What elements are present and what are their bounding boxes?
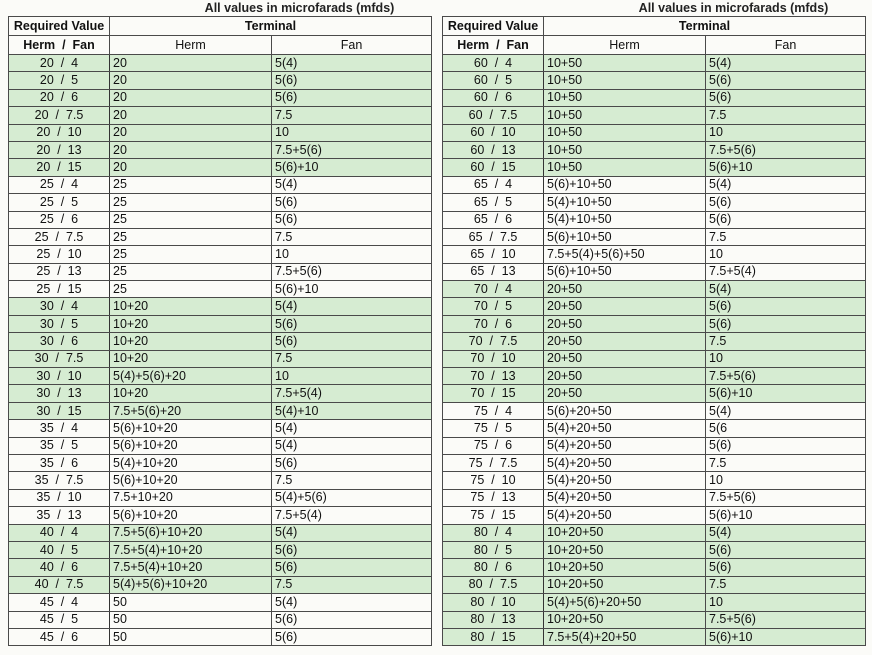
table-row [9, 472, 432, 489]
required-value-cell: 30 / 5 [9, 315, 110, 332]
herm-cell: 10+50 [544, 72, 706, 89]
required-value-cell: 35 / 4 [9, 420, 110, 437]
required-value-cell: 80 / 10 [443, 594, 544, 611]
required-value-cell: 60 / 15 [443, 159, 544, 176]
required-value-cell: 60 / 10 [443, 124, 544, 141]
herm-cell: 10+20+50 [544, 559, 706, 576]
required-value-cell: 60 / 6 [443, 89, 544, 106]
herm-cell: 10+20 [110, 333, 272, 350]
herm-cell: 7.5+5(4)+20+50 [544, 628, 706, 645]
herm-cell: 5(6)+20+50 [544, 402, 706, 419]
table-row [9, 524, 432, 541]
fan-header: Fan [272, 36, 432, 55]
table-row [9, 420, 432, 437]
required-value-cell: 75 / 13 [443, 489, 544, 506]
herm-cell: 10+50 [544, 89, 706, 106]
required-value-cell: 20 / 6 [9, 89, 110, 106]
required-value-cell: 20 / 15 [9, 159, 110, 176]
herm-cell: 5(6)+10+50 [544, 176, 706, 193]
fan-cell: 5(4) [272, 437, 432, 454]
herm-cell: 10+20+50 [544, 541, 706, 558]
required-value-cell: 40 / 5 [9, 541, 110, 558]
required-value-cell: 20 / 5 [9, 72, 110, 89]
table-row [443, 194, 866, 211]
required-value-cell: 80 / 15 [443, 628, 544, 645]
herm-cell: 25 [110, 211, 272, 228]
table-row [9, 315, 432, 332]
capacitor-table-left [8, 16, 432, 646]
fan-cell: 7.5+5(4) [272, 507, 432, 524]
required-value-cell: 65 / 7.5 [443, 228, 544, 245]
fan-cell: 7.5+5(4) [706, 263, 866, 280]
fan-cell: 10 [272, 246, 432, 263]
table-row [9, 107, 432, 124]
table-row [9, 576, 432, 593]
herm-cell: 10+20 [110, 350, 272, 367]
herm-cell: 10+20+50 [544, 576, 706, 593]
herm-cell: 7.5+5(4)+5(6)+50 [544, 246, 706, 263]
fan-cell: 5(6) [272, 72, 432, 89]
fan-cell: 7.5+5(6) [706, 141, 866, 158]
herm-cell: 20+50 [544, 368, 706, 385]
required-value-cell: 70 / 4 [443, 281, 544, 298]
table-row [443, 246, 866, 263]
required-value-cell: 65 / 5 [443, 194, 544, 211]
fan-cell: 10 [706, 472, 866, 489]
required-value-cell: 40 / 6 [9, 559, 110, 576]
right-panel [442, 0, 865, 646]
herm-cell: 20+50 [544, 385, 706, 402]
table-body-right [443, 55, 866, 646]
fan-cell: 7.5 [272, 228, 432, 245]
fan-cell: 5(6) [272, 194, 432, 211]
herm-cell: 20+50 [544, 350, 706, 367]
table-row [9, 89, 432, 106]
fan-cell: 5(4)+5(6) [272, 489, 432, 506]
required-value-cell: 60 / 7.5 [443, 107, 544, 124]
table-row [9, 246, 432, 263]
herm-cell: 25 [110, 176, 272, 193]
fan-cell: 5(4) [272, 176, 432, 193]
herm-cell: 10+50 [544, 159, 706, 176]
fan-cell: 5(6) [706, 194, 866, 211]
fan-cell: 7.5 [272, 350, 432, 367]
required-value-cell: 80 / 4 [443, 524, 544, 541]
herm-cell: 20+50 [544, 281, 706, 298]
herm-cell: 5(4)+20+50 [544, 420, 706, 437]
fan-cell: 5(4) [706, 176, 866, 193]
herm-cell: 5(4)+20+50 [544, 454, 706, 471]
fan-cell: 10 [706, 246, 866, 263]
table-row [443, 402, 866, 419]
fan-cell: 5(6) [706, 72, 866, 89]
herm-cell: 5(6)+10+20 [110, 437, 272, 454]
herm-cell: 10+20+50 [544, 524, 706, 541]
required-value-cell: 30 / 10 [9, 368, 110, 385]
required-value-cell: 20 / 7.5 [9, 107, 110, 124]
fan-cell: 5(4)+10 [272, 402, 432, 419]
fan-header: Fan [706, 36, 866, 55]
required-value-cell: 25 / 15 [9, 281, 110, 298]
herm-cell: 5(4)+5(6)+20+50 [544, 594, 706, 611]
required-value-cell: 80 / 6 [443, 559, 544, 576]
fan-cell: 5(6) [706, 437, 866, 454]
fan-cell: 7.5+5(4) [272, 385, 432, 402]
required-value-cell: 70 / 13 [443, 368, 544, 385]
table-row [9, 611, 432, 628]
required-value-cell: 20 / 10 [9, 124, 110, 141]
table-row [9, 298, 432, 315]
table-row [443, 263, 866, 280]
required-value-cell: 80 / 13 [443, 611, 544, 628]
fan-cell: 7.5+5(6) [706, 489, 866, 506]
fan-cell: 5(4) [272, 524, 432, 541]
herm-cell: 5(6)+10+20 [110, 420, 272, 437]
herm-cell: 5(4)+20+50 [544, 437, 706, 454]
table-row [443, 281, 866, 298]
table-row [443, 628, 866, 645]
herm-cell: 5(6)+10+20 [110, 472, 272, 489]
herm-cell: 5(6)+10+50 [544, 263, 706, 280]
table-row [443, 437, 866, 454]
required-value-cell: 20 / 13 [9, 141, 110, 158]
required-value-cell: 70 / 10 [443, 350, 544, 367]
herm-cell: 20 [110, 124, 272, 141]
fan-cell: 7.5+5(6) [272, 141, 432, 158]
table-row [9, 176, 432, 193]
herm-cell: 25 [110, 281, 272, 298]
table-row [443, 89, 866, 106]
fan-cell: 10 [272, 124, 432, 141]
required-value-cell: 45 / 4 [9, 594, 110, 611]
herm-cell: 10+20 [110, 385, 272, 402]
required-value-cell: 35 / 7.5 [9, 472, 110, 489]
fan-cell: 5(6) [272, 628, 432, 645]
required-value-cell: 75 / 4 [443, 402, 544, 419]
required-value-cell: 75 / 6 [443, 437, 544, 454]
table-row [9, 385, 432, 402]
required-value-cell: 30 / 15 [9, 402, 110, 419]
herm-cell: 7.5+10+20 [110, 489, 272, 506]
table-row [443, 350, 866, 367]
herm-header: Herm [544, 36, 706, 55]
table-row [443, 159, 866, 176]
required-value-cell: 20 / 4 [9, 55, 110, 72]
table-row [9, 124, 432, 141]
required-value-cell: 45 / 6 [9, 628, 110, 645]
fan-cell: 10 [706, 350, 866, 367]
capacitor-table-right [442, 16, 866, 646]
table-row [9, 228, 432, 245]
herm-cell: 10+50 [544, 141, 706, 158]
table-row [9, 194, 432, 211]
table-row [443, 298, 866, 315]
required-value-header: Required Value [9, 17, 110, 36]
table-row [443, 107, 866, 124]
required-value-cell: 75 / 5 [443, 420, 544, 437]
fan-cell: 5(4) [706, 281, 866, 298]
herm-cell: 7.5+5(6)+20 [110, 402, 272, 419]
required-value-cell: 30 / 7.5 [9, 350, 110, 367]
fan-cell: 7.5 [706, 107, 866, 124]
table-row [443, 507, 866, 524]
fan-cell: 5(6) [272, 315, 432, 332]
herm-cell: 20+50 [544, 315, 706, 332]
table-body-left [9, 55, 432, 646]
herm-header: Herm [110, 36, 272, 55]
herm-cell: 7.5+5(6)+10+20 [110, 524, 272, 541]
required-value-cell: 25 / 10 [9, 246, 110, 263]
table-row [9, 594, 432, 611]
fan-cell: 5(4) [272, 420, 432, 437]
herm-cell: 20 [110, 55, 272, 72]
fan-cell: 5(6) [706, 89, 866, 106]
herm-cell: 50 [110, 611, 272, 628]
fan-cell: 7.5+5(6) [706, 368, 866, 385]
table-row [443, 211, 866, 228]
table-row [443, 576, 866, 593]
herm-cell: 20 [110, 141, 272, 158]
herm-cell: 5(4)+20+50 [544, 472, 706, 489]
terminal-header: Terminal [110, 17, 432, 36]
table-row [9, 437, 432, 454]
table-row [443, 594, 866, 611]
table-row [443, 333, 866, 350]
fan-cell: 10 [706, 124, 866, 141]
herm-cell: 25 [110, 228, 272, 245]
required-value-cell: 40 / 4 [9, 524, 110, 541]
table-row [9, 333, 432, 350]
fan-cell: 7.5 [272, 107, 432, 124]
herm-cell: 50 [110, 628, 272, 645]
fan-cell: 5(6)+10 [706, 159, 866, 176]
herm-cell: 25 [110, 194, 272, 211]
herm-cell: 10+20+50 [544, 611, 706, 628]
fan-cell: 10 [706, 594, 866, 611]
herm-cell: 10+50 [544, 124, 706, 141]
table-row [443, 72, 866, 89]
fan-cell: 7.5 [706, 576, 866, 593]
fan-cell: 7.5 [272, 576, 432, 593]
herm-cell: 5(6)+10+20 [110, 507, 272, 524]
herm-cell: 5(4)+10+50 [544, 194, 706, 211]
herm-cell: 10+20 [110, 315, 272, 332]
table-row [9, 72, 432, 89]
required-value-cell: 75 / 10 [443, 472, 544, 489]
required-value-cell: 75 / 7.5 [443, 454, 544, 471]
required-value-cell: 65 / 4 [443, 176, 544, 193]
table-row [443, 611, 866, 628]
required-value-cell: 35 / 6 [9, 454, 110, 471]
fan-cell: 5(6) [706, 298, 866, 315]
table-row [9, 141, 432, 158]
required-value-cell: 70 / 15 [443, 385, 544, 402]
fan-cell: 5(6)+10 [706, 507, 866, 524]
fan-cell: 5(6) [272, 333, 432, 350]
required-value-cell: 75 / 15 [443, 507, 544, 524]
table-row [9, 489, 432, 506]
required-value-cell: 25 / 5 [9, 194, 110, 211]
herm-cell: 5(4)+5(6)+20 [110, 368, 272, 385]
herm-cell: 5(4)+5(6)+10+20 [110, 576, 272, 593]
fan-cell: 7.5 [706, 333, 866, 350]
required-value-cell: 30 / 13 [9, 385, 110, 402]
required-value-cell: 60 / 5 [443, 72, 544, 89]
fan-cell: 5(6) [706, 315, 866, 332]
fan-cell: 5(6) [706, 559, 866, 576]
table-row [443, 454, 866, 471]
herm-cell: 5(4)+10+20 [110, 454, 272, 471]
herm-cell: 25 [110, 246, 272, 263]
fan-cell: 5(4) [272, 298, 432, 315]
required-value-header: Required Value [443, 17, 544, 36]
fan-cell: 5(6) [706, 211, 866, 228]
table-row [443, 524, 866, 541]
table-row [443, 489, 866, 506]
required-value-cell: 35 / 10 [9, 489, 110, 506]
required-value-cell: 25 / 7.5 [9, 228, 110, 245]
table-row [443, 541, 866, 558]
fan-cell: 7.5 [706, 454, 866, 471]
table-row [9, 628, 432, 645]
herm-cell: 10+50 [544, 55, 706, 72]
required-value-cell: 70 / 5 [443, 298, 544, 315]
herm-cell: 7.5+5(4)+10+20 [110, 541, 272, 558]
units-caption: All values in microfarads (mfds) [204, 1, 395, 15]
required-value-cell: 80 / 5 [443, 541, 544, 558]
fan-cell: 5(4) [706, 402, 866, 419]
fan-cell: 10 [272, 368, 432, 385]
herm-cell: 20+50 [544, 333, 706, 350]
required-value-cell: 30 / 4 [9, 298, 110, 315]
table-row [9, 559, 432, 576]
table-row [9, 159, 432, 176]
herm-cell: 10+20 [110, 298, 272, 315]
table-row [443, 559, 866, 576]
required-value-cell: 35 / 13 [9, 507, 110, 524]
units-caption: All values in microfarads (mfds) [638, 1, 829, 15]
herm-cell: 7.5+5(4)+10+20 [110, 559, 272, 576]
fan-cell: 5(6)+10 [272, 159, 432, 176]
table-row [443, 472, 866, 489]
fan-cell: 5(6) [706, 541, 866, 558]
terminal-header: Terminal [544, 17, 866, 36]
herm-cell: 20 [110, 72, 272, 89]
table-row [443, 368, 866, 385]
table-row [9, 55, 432, 72]
fan-cell: 5(6) [272, 89, 432, 106]
fan-cell: 5(4) [272, 594, 432, 611]
required-value-cell: 65 / 6 [443, 211, 544, 228]
fan-cell: 7.5 [706, 228, 866, 245]
table-row [443, 176, 866, 193]
table-row [9, 402, 432, 419]
required-value-cell: 45 / 5 [9, 611, 110, 628]
required-value-cell: 65 / 10 [443, 246, 544, 263]
fan-cell: 5(6) [272, 541, 432, 558]
herm-cell: 5(4)+20+50 [544, 489, 706, 506]
fan-cell: 5(6) [272, 611, 432, 628]
herm-cell: 20 [110, 107, 272, 124]
fan-cell: 5(6)+10 [272, 281, 432, 298]
fan-cell: 5(6)+10 [706, 385, 866, 402]
required-value-cell: 60 / 4 [443, 55, 544, 72]
table-row [9, 350, 432, 367]
herm-cell: 20+50 [544, 298, 706, 315]
table-row [443, 315, 866, 332]
table-row [443, 124, 866, 141]
table-row [9, 454, 432, 471]
table-row [9, 541, 432, 558]
required-value-cell: 25 / 6 [9, 211, 110, 228]
table-row [9, 211, 432, 228]
table-row [443, 385, 866, 402]
herm-cell: 5(4)+20+50 [544, 507, 706, 524]
fan-cell: 7.5 [272, 472, 432, 489]
fan-cell: 5(4) [272, 55, 432, 72]
required-value-cell: 70 / 7.5 [443, 333, 544, 350]
herm-cell: 20 [110, 159, 272, 176]
required-value-cell: 35 / 5 [9, 437, 110, 454]
herm-fan-header: Herm / Fan [9, 36, 110, 55]
required-value-cell: 25 / 13 [9, 263, 110, 280]
table-row [443, 141, 866, 158]
fan-cell: 5(4) [706, 524, 866, 541]
fan-cell: 5(6) [272, 559, 432, 576]
left-panel [8, 0, 431, 646]
fan-cell: 5(4) [706, 55, 866, 72]
table-row [9, 281, 432, 298]
herm-cell: 25 [110, 263, 272, 280]
table-row [9, 368, 432, 385]
herm-cell: 50 [110, 594, 272, 611]
fan-cell: 7.5+5(6) [272, 263, 432, 280]
required-value-cell: 25 / 4 [9, 176, 110, 193]
fan-cell: 5(6 [706, 420, 866, 437]
table-row [443, 55, 866, 72]
fan-cell: 5(6) [272, 211, 432, 228]
required-value-cell: 80 / 7.5 [443, 576, 544, 593]
required-value-cell: 40 / 7.5 [9, 576, 110, 593]
required-value-cell: 30 / 6 [9, 333, 110, 350]
herm-cell: 20 [110, 89, 272, 106]
fan-cell: 5(6)+10 [706, 628, 866, 645]
table-row [9, 507, 432, 524]
required-value-cell: 70 / 6 [443, 315, 544, 332]
herm-cell: 5(4)+10+50 [544, 211, 706, 228]
herm-cell: 10+50 [544, 107, 706, 124]
required-value-cell: 65 / 13 [443, 263, 544, 280]
required-value-cell: 60 / 13 [443, 141, 544, 158]
table-row [443, 420, 866, 437]
herm-fan-header: Herm / Fan [443, 36, 544, 55]
fan-cell: 5(6) [272, 454, 432, 471]
herm-cell: 5(6)+10+50 [544, 228, 706, 245]
fan-cell: 7.5+5(6) [706, 611, 866, 628]
table-row [9, 263, 432, 280]
table-row [443, 228, 866, 245]
